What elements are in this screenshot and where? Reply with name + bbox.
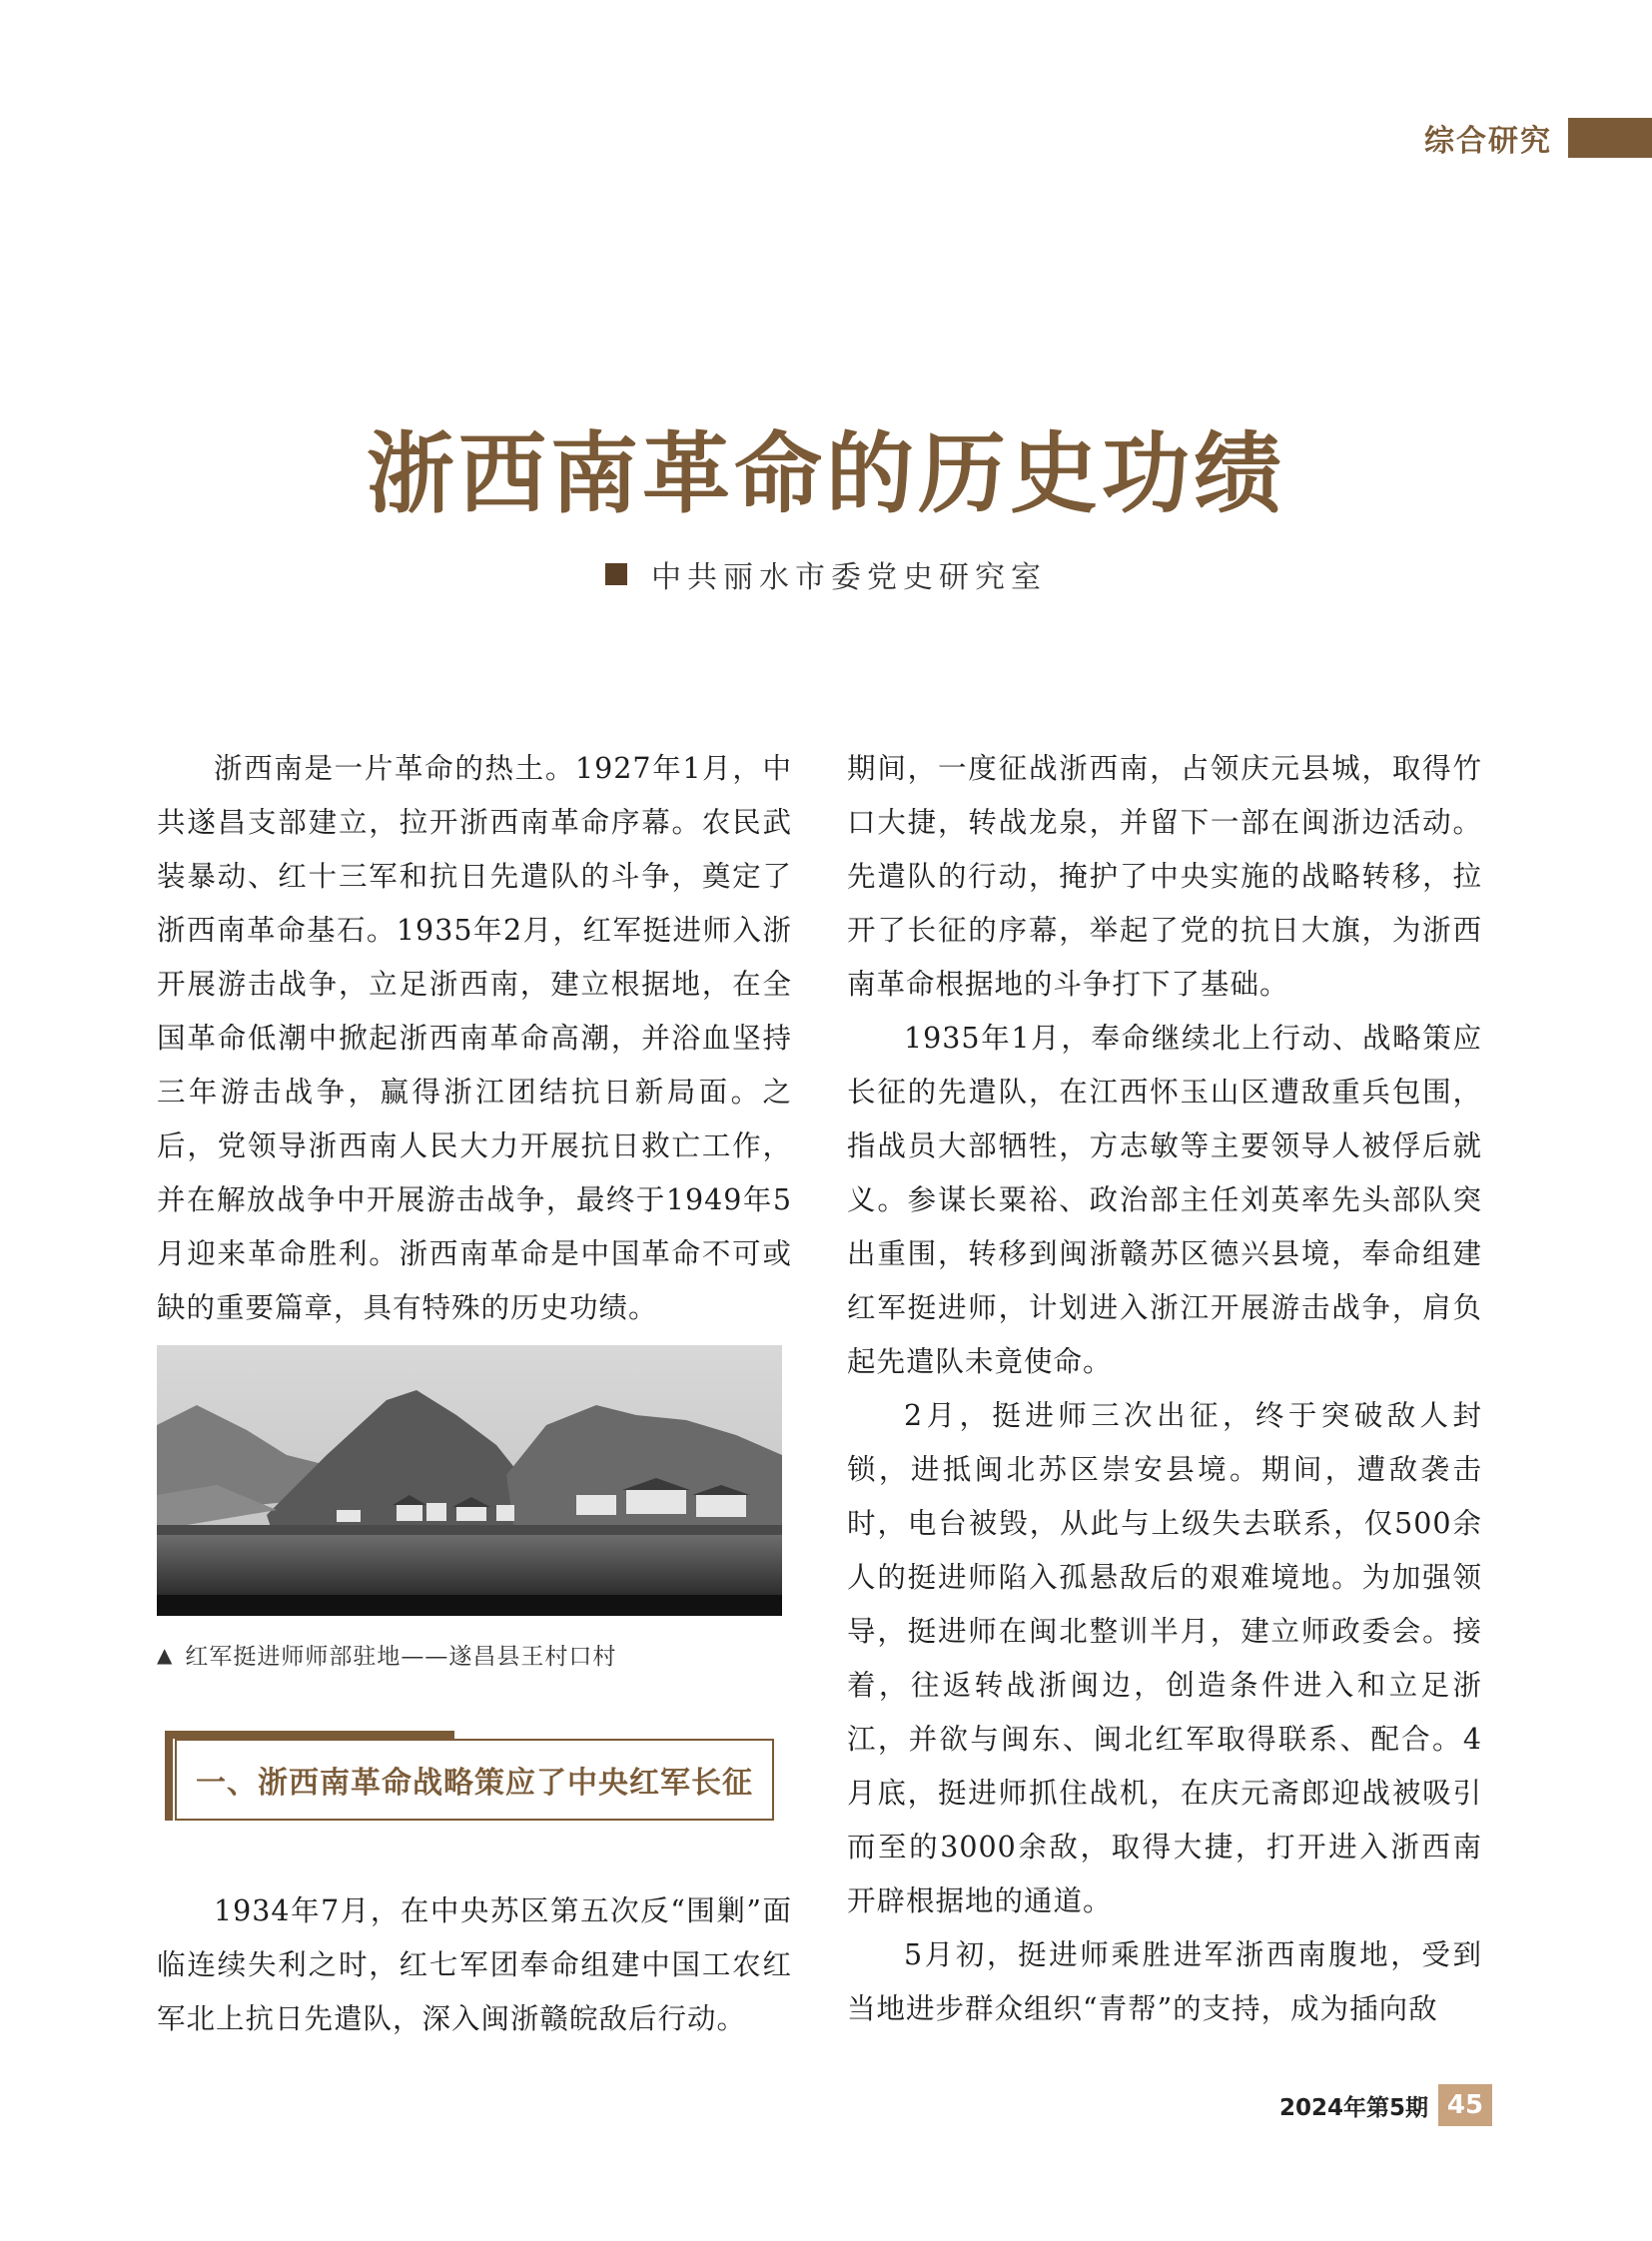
section-bar bbox=[1568, 118, 1652, 158]
section-heading: 一、浙西南革命战略策应了中央红军长征 bbox=[196, 1766, 753, 1801]
page-number: 45 bbox=[1438, 2084, 1492, 2126]
left-column bbox=[157, 742, 792, 2046]
author-name: 中共丽水市委党史研究室 bbox=[651, 560, 1047, 595]
body-paragraph-4: 5月初，挺进师乘胜进军浙西南腹地，受到当地进步群众组织“青帮”的支持，成为插向敌 bbox=[847, 1938, 1482, 2025]
photo-figure bbox=[157, 1345, 782, 1671]
photo-caption bbox=[157, 1638, 782, 1671]
right-column bbox=[847, 742, 1482, 2036]
triangle-up-icon: ▲ bbox=[157, 1642, 174, 1667]
body-paragraph-1: 1934年7月，在中央苏区第五次反“围剿”面临连续失利之时，红七军团奉命组建中国工农红军北上抗日先遣队，深入闽浙赣皖敌后行动。 bbox=[157, 1894, 792, 2035]
section-label: 综合研究 bbox=[1424, 124, 1552, 159]
section-heading-box bbox=[165, 1731, 774, 1821]
body-paragraph-1-continued: 期间，一度征战浙西南，占领庆元县城，取得竹口大捷，转战龙泉，并留下一部在闽浙边活动。先遣队的行动，掩护了中央实施的战略转移，拉开了长征的序幕，举起了党的抗日大旗，为浙西南革命根据地的斗争打下了基础。 bbox=[847, 752, 1482, 1001]
square-bullet-icon bbox=[605, 563, 627, 585]
village-photo bbox=[157, 1345, 782, 1616]
body-paragraph-2: 1935年1月，奉命继续北上行动、战略策应长征的先遣队，在江西怀玉山区遭敌重兵包围，指战员大部牺牲，方志敏等主要领导人被俘后就义。参谋长粟裕、政治部主任刘英率先头部队突出重围，转移到闽浙赣苏区德兴县境，奉命组建红军挺进师，计划进入浙江开展游击战争，肩负起先遣队未竟使命。 bbox=[847, 1022, 1482, 1378]
issue-label: 2024年第5期 bbox=[1278, 2094, 1428, 2121]
body-paragraph-3: 2月，挺进师三次出征，终于突破敌人封锁，进抵闽北苏区崇安县境。期间，遭敌袭击时，电台被毁，从此与上级失去联系，仅500余人的挺进师陷入孤悬敌后的艰难境地。为加强领导，挺进师在闽北整训半月，建立师政委会。接着，往返转战浙闽边，创造条件进入和立足浙江，并欲与闽东、闽北红军取得联系、配合。4月底，挺进师抓住战机，在庆元斋郎迎战被吸引而至的3000余敌，取得大捷，打开进入浙西南开辟根据地的通道。 bbox=[847, 1399, 1482, 1917]
heading-accent-top bbox=[165, 1731, 454, 1739]
page-footer bbox=[1279, 2084, 1492, 2126]
heading-accent-left bbox=[165, 1731, 173, 1821]
photo-caption-text: 红军挺进师师部驻地——遂昌县王村口村 bbox=[185, 1644, 617, 1670]
article-title: 浙西南革命的历史功绩 bbox=[366, 422, 1285, 525]
author-line bbox=[0, 552, 1652, 596]
intro-paragraph: 浙西南是一片革命的热土。1927年1月，中共遂昌支部建立，拉开浙西南革命序幕。农民武装暴动、红十三军和抗日先遣队的斗争，奠定了浙西南革命基石。1935年2月，红军挺进师入浙开展游击战争，立足浙西南，建立根据地，在全国革命低潮中掀起浙西南革命高潮，并浴血坚持三年游击战争，赢得浙江团结抗日新局面。之后，党领导浙西南人民大力开展抗日救亡工作，并在解放战争中开展游击战争，最终于1949年5月迎来革命胜利。浙西南革命是中国革命不可或缺的重要篇章，具有特殊的历史功绩。 bbox=[157, 752, 792, 1324]
section-tag bbox=[1424, 118, 1652, 158]
